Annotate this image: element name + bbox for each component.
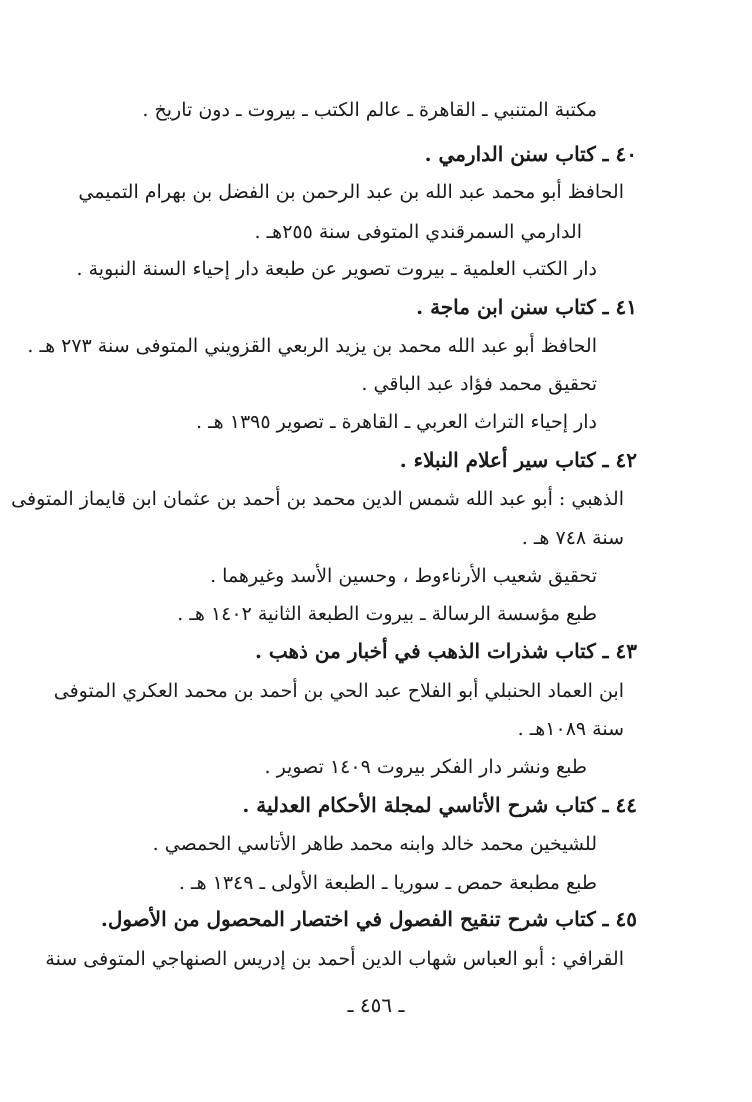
entry-heading: ٤٠ ـ كتاب سنن الدارمي .	[424, 142, 637, 166]
text-line: الذهبي : أبو عبد الله شمس الدين محمد بن أحمد بن عثمان ابن قايماز المتوفى	[11, 488, 624, 510]
entry-heading: ٤٢ ـ كتاب سير أعلام النبلاء .	[399, 448, 637, 472]
entry-heading: ٤٤ ـ كتاب شرح الأتاسي لمجلة الأحكام العدلية .	[242, 793, 637, 817]
text-line: سنة ٧٤٨ هـ .	[521, 527, 624, 549]
text-line: طبع ونشر دار الفكر بيروت ١٤٠٩ تصوير .	[264, 756, 587, 778]
text-line: للشيخين محمد خالد وابنه محمد طاهر الأتاسي الحمصي .	[152, 833, 597, 855]
text-line: ابن العماد الحنبلي أبو الفلاح عبد الحي بن أحمد بن محمد العكري المتوفى	[53, 680, 624, 702]
text-line: تحقيق شعيب الأرناءوط ، وحسين الأسد وغيرهما .	[210, 565, 597, 587]
text-line: دار الكتب العلمية ـ بيروت تصوير عن طبعة دار إحياء السنة النبوية .	[76, 258, 597, 280]
text-line: طبع مؤسسة الرسالة ـ بيروت الطبعة الثانية ١٤٠٢ هـ .	[177, 603, 597, 625]
text-line: الدارمي السمرقندي المتوفى سنة ٢٥٥هـ .	[254, 221, 582, 243]
entry-heading: ٤٥ ـ كتاب شرح تنقيح الفصول في اختصار المحصول من الأصول.	[100, 907, 637, 931]
page-number: ـ ٤٥٦ ـ	[347, 993, 405, 1017]
entry-heading: ٤٣ ـ كتاب شذرات الذهب في أخبار من ذهب .	[254, 639, 637, 663]
text-line: الحافظ أبو عبد الله محمد بن يزيد الربعي القزويني المتوفى سنة ٢٧٣ هـ .	[27, 335, 597, 357]
text-line: مكتبة المتنبي ـ القاهرة ـ عالم الكتب ـ بيروت ـ دون تاريخ .	[142, 99, 597, 121]
text-line: القرافي : أبو العباس شهاب الدين أحمد بن إدريس الصنهاجي المتوفى سنة	[45, 948, 624, 970]
text-line: الحافظ أبو محمد عبد الله بن عبد الرحمن بن الفضل بن بهرام التميمي	[78, 181, 624, 203]
text-line: سنة ١٠٨٩هـ .	[517, 718, 624, 740]
entry-heading: ٤١ ـ كتاب سنن ابن ماجة .	[416, 295, 637, 319]
text-line: دار إحياء التراث العربي ـ القاهرة ـ تصوير ١٣٩٥ هـ .	[196, 411, 597, 433]
text-line: تحقيق محمد فؤاد عبد الباقي .	[361, 373, 597, 395]
text-line: طبع مطبعة حمص ـ سوريا ـ الطبعة الأولى ـ ١٣٤٩ هـ .	[178, 872, 597, 894]
